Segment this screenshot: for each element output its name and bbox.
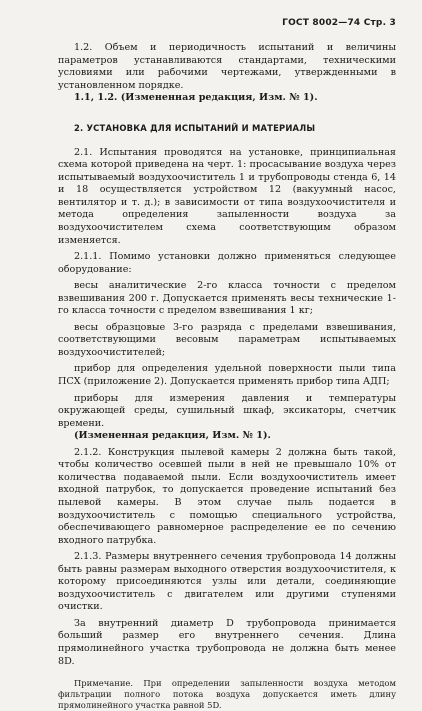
footnote: Примечание. При определении запыленности воздуха методом фильтрации полного потока воздуха допускается иметь длину прямолинейного участка равной 5D. [58, 678, 396, 711]
list-item-dust-device: прибор для определения удельной поверхности пыли типа ПСХ (приложение 2). Допускается применять прибор типа АДП; [58, 363, 396, 388]
amendment-note-1: 1.1, 1.2. (Измененная редакция, Изм. № 1). [74, 92, 318, 104]
page-header: ГОСТ 8002—74 Стр. 3 [282, 18, 396, 28]
list-item-scales-analytic: весы аналитические 2-го класса точности с пределом взвешивания 200 г. Допускается применять весы технические 1-го класса точности с пределом взвешивания 1 кг; [58, 280, 396, 317]
page-content [58, 42, 396, 711]
section-title: 2. УСТАНОВКА ДЛЯ ИСПЫТАНИЙ И МАТЕРИАЛЫ [74, 122, 316, 133]
paragraph-2-1: 2.1. Испытания проводятся на установке, принципиальная схема которой приведена на черт. 1: просасывание воздуха через испытываемый воздухоочиститель 1 и трубопроводы стенда 6, 14 и 18 осуществляется устройством 12 (вакуумный насос, вентилятор и т. д.); в зависимости от типа воздухоочистителя и метода определения запыленности воздуха за воздухоочистителем схема соответствующим образом изменяется. [58, 146, 396, 246]
list-item-scales-reference: весы образцовые 3-го разряда с пределами взвешивания, соответствующими весовым параметрам испытываемых воздухоочистителей; [58, 321, 396, 358]
amendment-note-2: (Измененная редакция, Изм. № 1). [74, 430, 271, 442]
paragraph-1-2: 1.2. Объем и периодичность испытаний и величины параметров устанавливаются стандартами, техническими условиями или рабочими чертежами, утвержденными в установленном порядке. [58, 42, 396, 91]
paragraph-2-1-1: 2.1.1. Помимо установки должно применяться следующее оборудование: [58, 251, 396, 275]
paragraph-diameter: За внутренний диаметр D трубопровода принимается больший размер его внутреннего сечения. Длина прямолинейного участка трубопровода не должна быть менее 8D. [58, 617, 396, 667]
list-item-instruments: приборы для измерения давления и температуры окружающей среды, сушильный шкаф, эксикаторы, счетчик времени. [58, 392, 396, 429]
paragraph-2-1-2: 2.1.2. Конструкция пылевой камеры 2 должна быть такой, чтобы количество осевшей пыли в ней не превышало 10% от количества подаваемой пыли. Если воздухоочиститель имеет входной патрубок, то допускается проведение испытаний без пылевой камеры. В этом случае пыль подается в воздухоочиститель с помощью специального устройства, обеспечивающего равномерное распределение ее по сечению входного патрубка. [58, 446, 396, 546]
paragraph-2-1-3: 2.1.3. Размеры внутреннего сечения трубопровода 14 должны быть равны размерам выходного отверстия воздухоочистителя, к которому присоединяются узлы или детали, соединяющие воздухоочиститель с двигателем или другими ступенями очистки. [58, 551, 396, 613]
